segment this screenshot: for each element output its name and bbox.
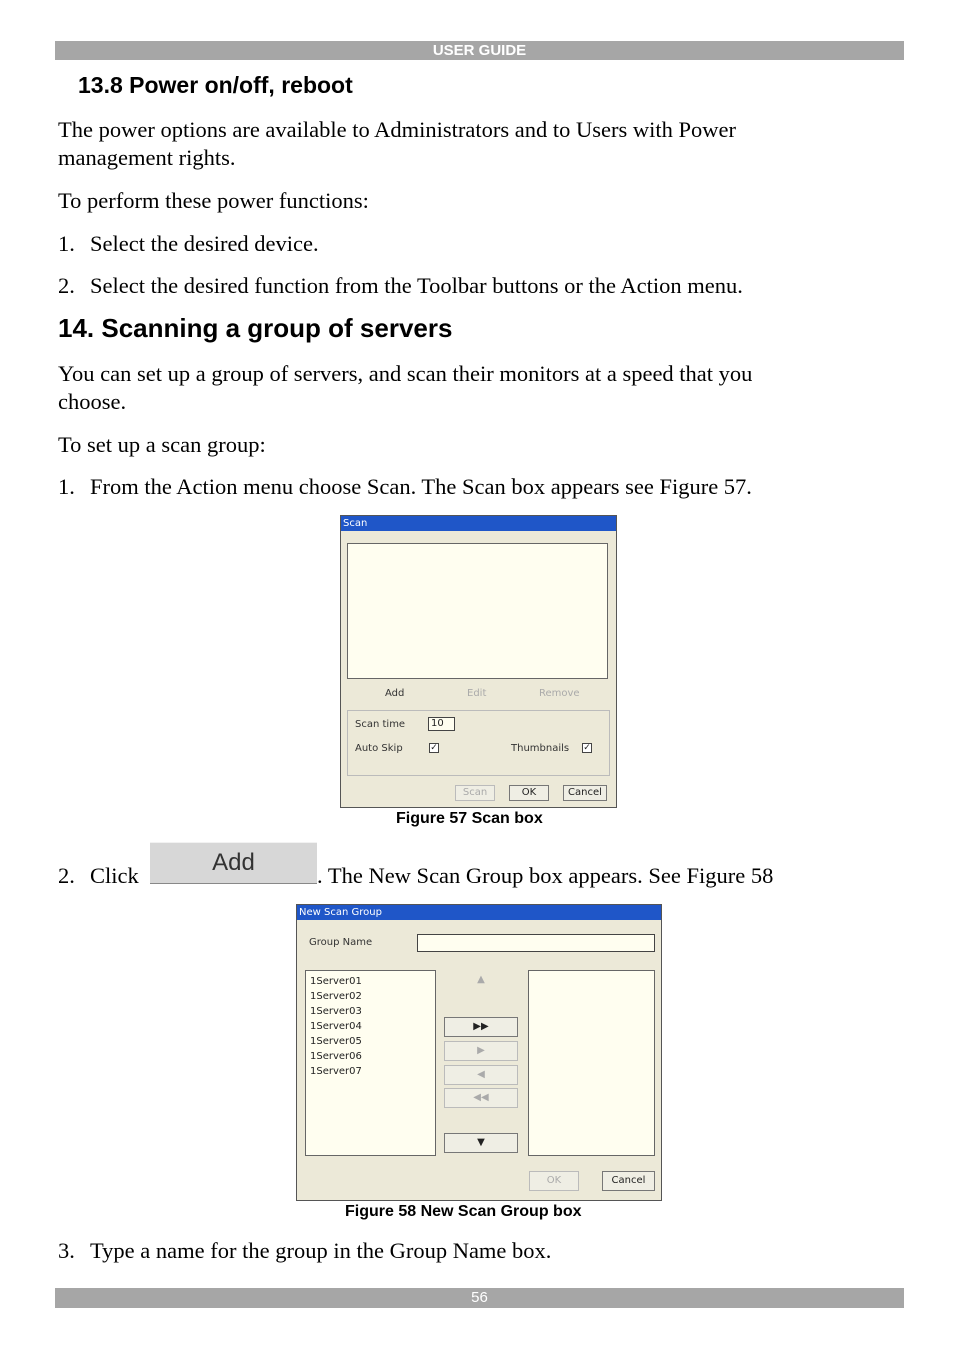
list-number: 2. — [58, 863, 75, 888]
list-item[interactable]: 1Server06 — [310, 1051, 362, 1062]
auto-skip-checkbox[interactable]: ✓ — [430, 743, 438, 753]
remove-one-button[interactable] — [444, 1065, 518, 1085]
figure-57-caption: Figure 57 Scan box — [396, 810, 543, 827]
list-text: Select the desired device. — [90, 231, 319, 256]
auto-skip-label: Auto Skip — [355, 743, 403, 754]
double-arrow-left-icon: ◀◀ — [473, 1092, 489, 1103]
list-item — [58, 1237, 551, 1265]
scan-button[interactable]: Scan — [455, 785, 495, 801]
footer-bar — [55, 1288, 904, 1308]
list-item[interactable]: 1Server07 — [310, 1066, 362, 1077]
section-heading-14: 14. Scanning a group of servers — [58, 313, 453, 343]
arrow-left-icon: ◀ — [477, 1069, 485, 1080]
list-item — [58, 272, 743, 300]
add-link[interactable]: Add — [385, 688, 405, 699]
paragraph: management rights. — [58, 145, 236, 170]
dialog-title-bar: New Scan Group — [297, 905, 661, 920]
list-item[interactable]: 1Server01 — [310, 976, 362, 987]
figure-58-caption: Figure 58 New Scan Group box — [345, 1203, 582, 1220]
scan-time-field[interactable]: 10 — [428, 717, 455, 731]
header-bar — [55, 41, 904, 60]
new-scan-group-dialog — [296, 904, 662, 1201]
ok-button[interactable]: OK — [529, 1171, 579, 1191]
arrow-right-icon: ▶ — [477, 1045, 485, 1056]
list-number: 2. — [58, 273, 75, 298]
remove-link[interactable]: Remove — [539, 688, 580, 699]
list-item — [58, 473, 752, 501]
page-number: 56 — [471, 1289, 488, 1306]
list-item[interactable]: 1Server04 — [310, 1021, 362, 1032]
group-name-label: Group Name — [309, 937, 373, 948]
list-number: 1. — [58, 474, 75, 499]
list-text: . The New Scan Group box appears. See Figure 58 — [317, 863, 774, 888]
list-item[interactable]: 1Server05 — [310, 1036, 362, 1047]
arrow-up-icon: ▲ — [477, 974, 485, 985]
list-text: Select the desired function from the Toolbar buttons or the Action menu. — [90, 273, 743, 298]
list-number: 3. — [58, 1238, 75, 1263]
remove-all-button[interactable] — [444, 1088, 518, 1108]
edit-link[interactable]: Edit — [467, 688, 487, 699]
cancel-button[interactable]: Cancel — [563, 785, 607, 801]
paragraph: To set up a scan group: — [58, 432, 266, 457]
list-text: Click — [90, 863, 139, 888]
list-item — [58, 862, 139, 890]
add-one-button[interactable] — [444, 1041, 518, 1061]
list-item[interactable]: 1Server02 — [310, 991, 362, 1002]
add-button-image: Add — [150, 842, 317, 884]
move-up-button[interactable] — [444, 971, 518, 991]
available-servers-list[interactable] — [305, 970, 436, 1156]
move-down-button[interactable] — [444, 1133, 518, 1153]
list-number: 1. — [58, 231, 75, 256]
paragraph: You can set up a group of servers, and scan their monitors at a speed that you — [58, 361, 753, 386]
add-all-button[interactable] — [444, 1017, 518, 1037]
arrow-down-icon: ▼ — [477, 1137, 485, 1148]
ok-button[interactable]: OK — [509, 785, 549, 801]
scan-time-label: Scan time — [355, 719, 406, 730]
header-title: USER GUIDE — [432, 42, 527, 59]
paragraph: choose. — [58, 389, 127, 414]
list-text: Type a name for the group in the Group Name box. — [90, 1238, 552, 1263]
paragraph: To perform these power functions: — [58, 188, 369, 213]
scan-group-list[interactable] — [347, 543, 608, 679]
double-arrow-right-icon: ▶▶ — [473, 1021, 489, 1032]
dialog-title-bar: Scan — [341, 516, 616, 531]
scan-dialog — [340, 515, 617, 808]
thumbnails-checkbox[interactable]: ✓ — [583, 743, 591, 753]
section-heading-13-8: 13.8 Power on/off, reboot — [78, 72, 353, 98]
group-name-field[interactable] — [417, 934, 655, 952]
list-text: From the Action menu choose Scan. The Scan box appears see Figure 57. — [90, 474, 752, 499]
selected-servers-list[interactable] — [528, 970, 655, 1156]
paragraph: The power options are available to Administrators and to Users with Power — [58, 117, 736, 142]
list-item[interactable]: 1Server03 — [310, 1006, 362, 1017]
cancel-button[interactable]: Cancel — [602, 1171, 655, 1191]
thumbnails-label: Thumbnails — [511, 743, 570, 754]
list-item — [58, 230, 319, 258]
